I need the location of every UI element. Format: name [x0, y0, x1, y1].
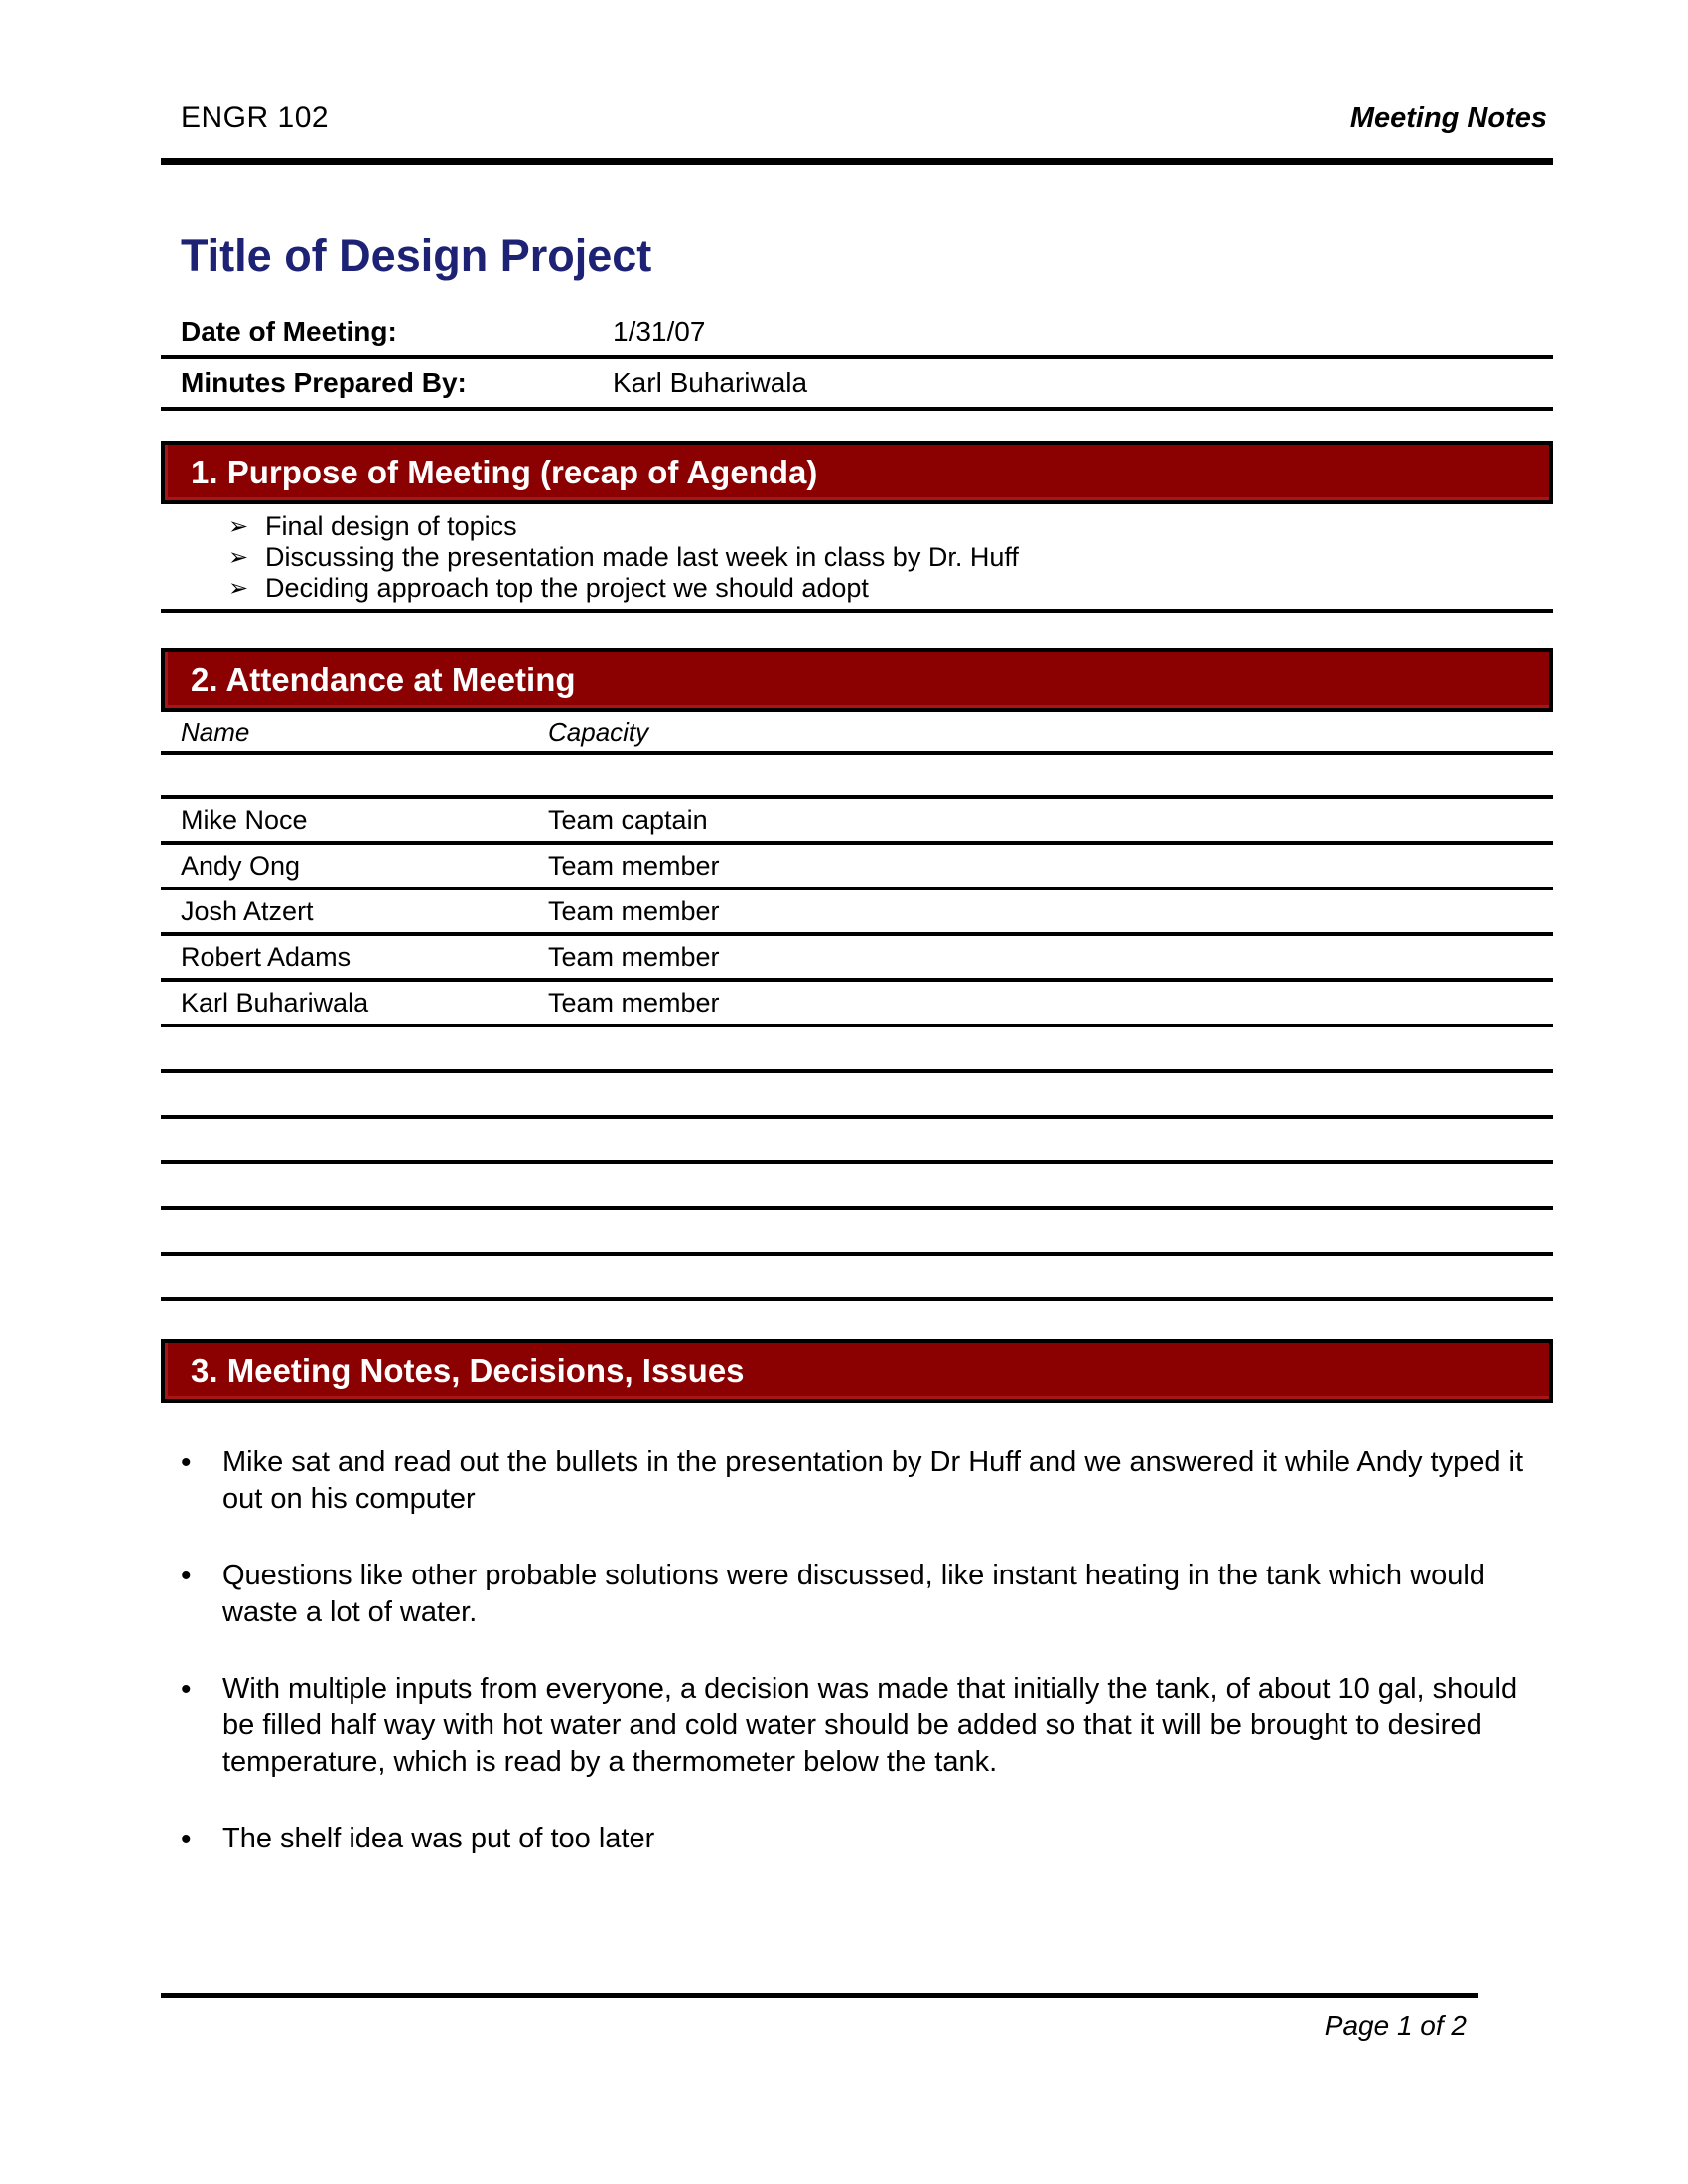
attendance-row — [161, 982, 1553, 1027]
note-item — [161, 1671, 1553, 1781]
round-bullet-icon: • — [181, 1560, 192, 1592]
attendee-capacity: Team member — [548, 850, 720, 881]
header-rule — [161, 158, 1553, 165]
round-bullet-icon: • — [181, 1823, 192, 1855]
arrow-bullet-icon: ➢ — [228, 544, 249, 571]
attendee-capacity: Team member — [548, 987, 720, 1018]
agenda-item-text: Discussing the presentation made last week in class by Dr. Huff — [265, 542, 1019, 572]
attendee-name: Robert Adams — [181, 941, 352, 972]
notes-list — [161, 1444, 1553, 1857]
attendance-empty-row — [161, 1073, 1553, 1119]
attendance-table — [161, 712, 1553, 1301]
note-item — [161, 1821, 1553, 1857]
note-item — [161, 1444, 1553, 1518]
round-bullet-icon: • — [181, 1673, 192, 1706]
page-footer — [161, 1993, 1478, 2042]
page-header — [161, 101, 1553, 135]
agenda-bottom-rule — [161, 609, 1553, 613]
doc-type-label: Meeting Notes — [1349, 102, 1547, 134]
meta-row-prepared-by — [161, 359, 1553, 411]
agenda-item — [161, 573, 1553, 604]
agenda-item — [161, 542, 1553, 573]
course-code: ENGR 102 — [181, 101, 330, 134]
attendance-empty-row — [161, 1256, 1553, 1301]
section-heading-notes: 3. Meeting Notes, Decisions, Issues — [161, 1339, 1553, 1403]
date-of-meeting-value: 1/31/07 — [613, 316, 706, 346]
minutes-prepared-by-label: Minutes Prepared By: — [181, 367, 467, 398]
note-item-text: Mike sat and read out the bullets in the presentation by Dr Huff and we answered it while Andy typed it out on his computer — [222, 1446, 1524, 1515]
agenda-item-text: Final design of topics — [265, 511, 517, 541]
page-number: Page 1 of 2 — [1324, 2010, 1467, 2041]
note-item — [161, 1558, 1553, 1631]
round-bullet-icon: • — [181, 1446, 192, 1479]
note-item-text: Questions like other probable solutions were discussed, like instant heating in the tank which would waste a lot of water. — [222, 1560, 1485, 1628]
page-content — [161, 0, 1553, 1897]
attendee-name: Andy Ong — [181, 850, 301, 881]
section-heading-attendance: 2. Attendance at Meeting — [161, 648, 1553, 712]
attendance-row — [161, 936, 1553, 982]
agenda-item — [161, 511, 1553, 542]
agenda-item-text: Deciding approach top the project we should adopt — [265, 573, 869, 603]
attendee-capacity: Team member — [548, 941, 720, 972]
attendance-header-row — [161, 712, 1553, 755]
agenda-list — [161, 511, 1553, 604]
attendance-row — [161, 799, 1553, 845]
meta-table — [161, 308, 1553, 411]
meta-row-date — [161, 308, 1553, 359]
attendance-empty-row — [161, 755, 1553, 799]
attendance-empty-row — [161, 1164, 1553, 1210]
arrow-bullet-icon: ➢ — [228, 575, 249, 602]
attendee-name: Karl Buhariwala — [181, 987, 369, 1018]
attendance-row — [161, 845, 1553, 890]
arrow-bullet-icon: ➢ — [228, 513, 249, 540]
attendance-empty-row — [161, 1119, 1553, 1164]
attendee-capacity: Team member — [548, 895, 720, 926]
note-item-text: The shelf idea was put of too later — [222, 1823, 655, 1854]
attendee-name: Josh Atzert — [181, 895, 314, 926]
attendance-col-capacity: Capacity — [548, 716, 649, 747]
minutes-prepared-by-value: Karl Buhariwala — [613, 367, 808, 398]
attendee-capacity: Team captain — [548, 804, 708, 835]
attendance-empty-row — [161, 1210, 1553, 1256]
attendance-col-name: Name — [181, 716, 250, 747]
attendance-row — [161, 890, 1553, 936]
date-of-meeting-label: Date of Meeting: — [181, 316, 397, 346]
attendee-name: Mike Noce — [181, 804, 308, 835]
page-title: Title of Design Project — [181, 230, 652, 281]
note-item-text: With multiple inputs from everyone, a decision was made that initially the tank, of about 10 gal, should be filled half way with hot water and cold water should be added so that it will be brought to desired temperature, which is read by a thermometer below the tank. — [222, 1673, 1518, 1778]
footer-rule — [161, 1993, 1478, 1998]
section-heading-purpose: 1. Purpose of Meeting (recap of Agenda) — [161, 441, 1553, 504]
attendance-empty-row — [161, 1027, 1553, 1073]
